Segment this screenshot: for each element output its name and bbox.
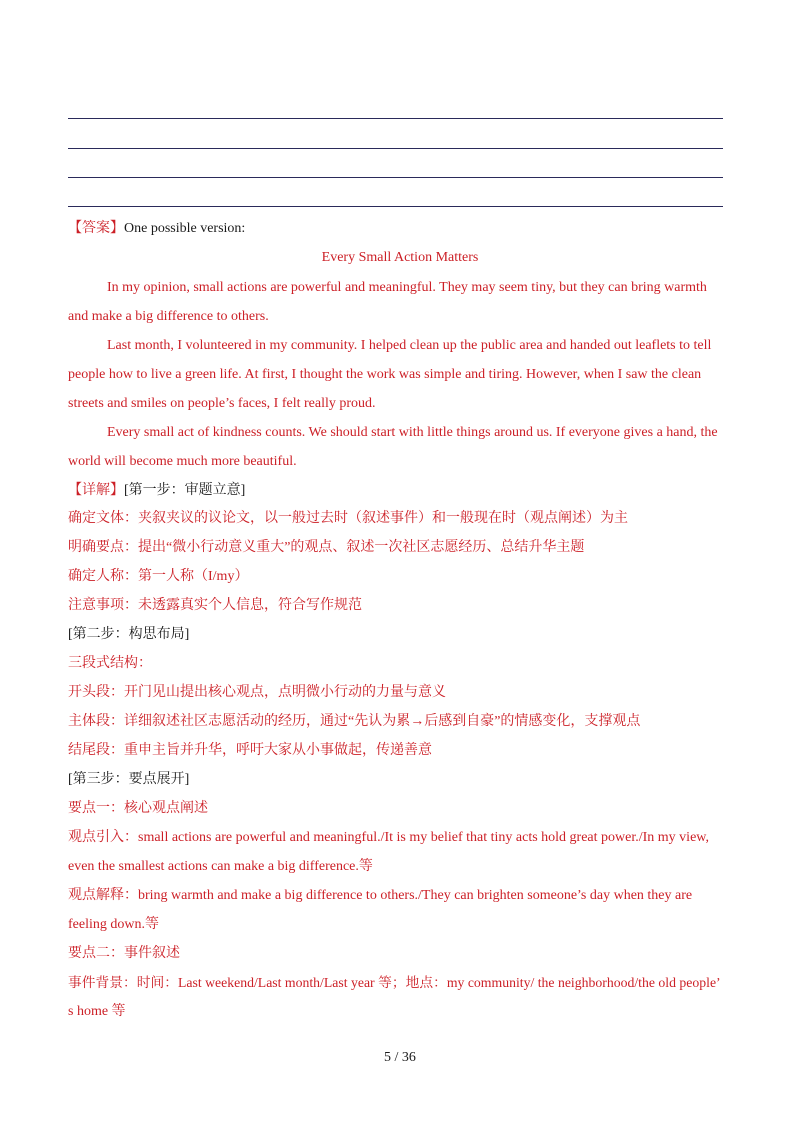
writing-line-3 bbox=[68, 177, 723, 178]
step3-heading: [第三步：要点展开] bbox=[68, 772, 190, 787]
essay-p2-line-3: streets and smiles on people’s faces, I felt really proud. bbox=[68, 396, 376, 411]
essay-p3-line-1: Every small act of kindness counts. We should start with little things around us. If everyone gives a hand, the bbox=[107, 425, 718, 440]
answer-tag: 【答案】 bbox=[68, 221, 124, 236]
step2-line: 主体段：详细叙述社区志愿活动的经历，通过“先认为累→后感到自豪”的情感变化，支撑观点 bbox=[68, 714, 641, 729]
essay-p1-line-1: In my opinion, small actions are powerful and meaningful. They may seem tiny, but they can bring warmth bbox=[107, 280, 707, 295]
answer-header bbox=[68, 220, 728, 238]
step1-line: 注意事项：未透露真实个人信息，符合写作规范 bbox=[68, 598, 362, 613]
essay-p3-line-2: world will become much more beautiful. bbox=[68, 454, 297, 469]
step2-line: 三段式结构： bbox=[68, 656, 152, 671]
step3-line: 事件背景：时间：Last weekend/Last month/Last year 等；地点：my community/ the neighborhood/the old people’ bbox=[68, 975, 721, 990]
step3-line: feeling down.等 bbox=[68, 917, 159, 932]
step3-line: 要点二：事件叙述 bbox=[68, 946, 180, 961]
detail-header bbox=[68, 482, 728, 500]
essay-title: Every Small Action Matters bbox=[321, 250, 479, 265]
step2-line: 开头段：开门见山提出核心观点，点明微小行动的力量与意义 bbox=[68, 685, 446, 700]
step2-line: 结尾段：重申主旨并升华，呼吁大家从小事做起，传递善意 bbox=[68, 743, 432, 758]
step1-line: 确定文体：夹叙夹议的议论文，以一般过去时（叙述事件）和一般现在时（观点阐述）为主 bbox=[68, 511, 628, 526]
essay-p1-line-2: and make a big difference to others. bbox=[68, 309, 269, 324]
page-number: 5 / 36 bbox=[384, 1050, 416, 1065]
step1-heading: [第一步：审题立意] bbox=[124, 483, 246, 498]
step1-line: 明确要点：提出“微小行动意义重大”的观点、叙述一次社区志愿经历、总结升华主题 bbox=[68, 540, 585, 555]
step3-line: s home 等 bbox=[68, 1004, 126, 1019]
step2-heading: [第二步：构思布局] bbox=[68, 627, 190, 642]
step3-line: 观点解释：bring warmth and make a big difference to others./They can brighten someone’s day when they are bbox=[68, 888, 693, 903]
essay-p2-line-2: people how to live a green life. At first, I thought the work was simple and tiring. However, when I saw the clean bbox=[68, 367, 702, 382]
writing-line-1 bbox=[68, 118, 723, 119]
detail-tag: 【详解】 bbox=[68, 483, 124, 498]
step1-line: 确定人称：第一人称（I/my） bbox=[68, 569, 249, 584]
writing-line-2 bbox=[68, 148, 723, 149]
essay-p2-line-1: Last month, I volunteered in my community. I helped clean up the public area and handed out leaflets to tell bbox=[107, 338, 712, 353]
answer-intro: One possible version: bbox=[124, 221, 246, 236]
step3-line: even the smallest actions can make a big difference.等 bbox=[68, 859, 373, 874]
step3-line: 观点引入：small actions are powerful and meaningful./It is my belief that tiny acts hold great power./In my view, bbox=[68, 830, 709, 845]
writing-line-4 bbox=[68, 206, 723, 207]
step3-line: 要点一：核心观点阐述 bbox=[68, 801, 208, 816]
